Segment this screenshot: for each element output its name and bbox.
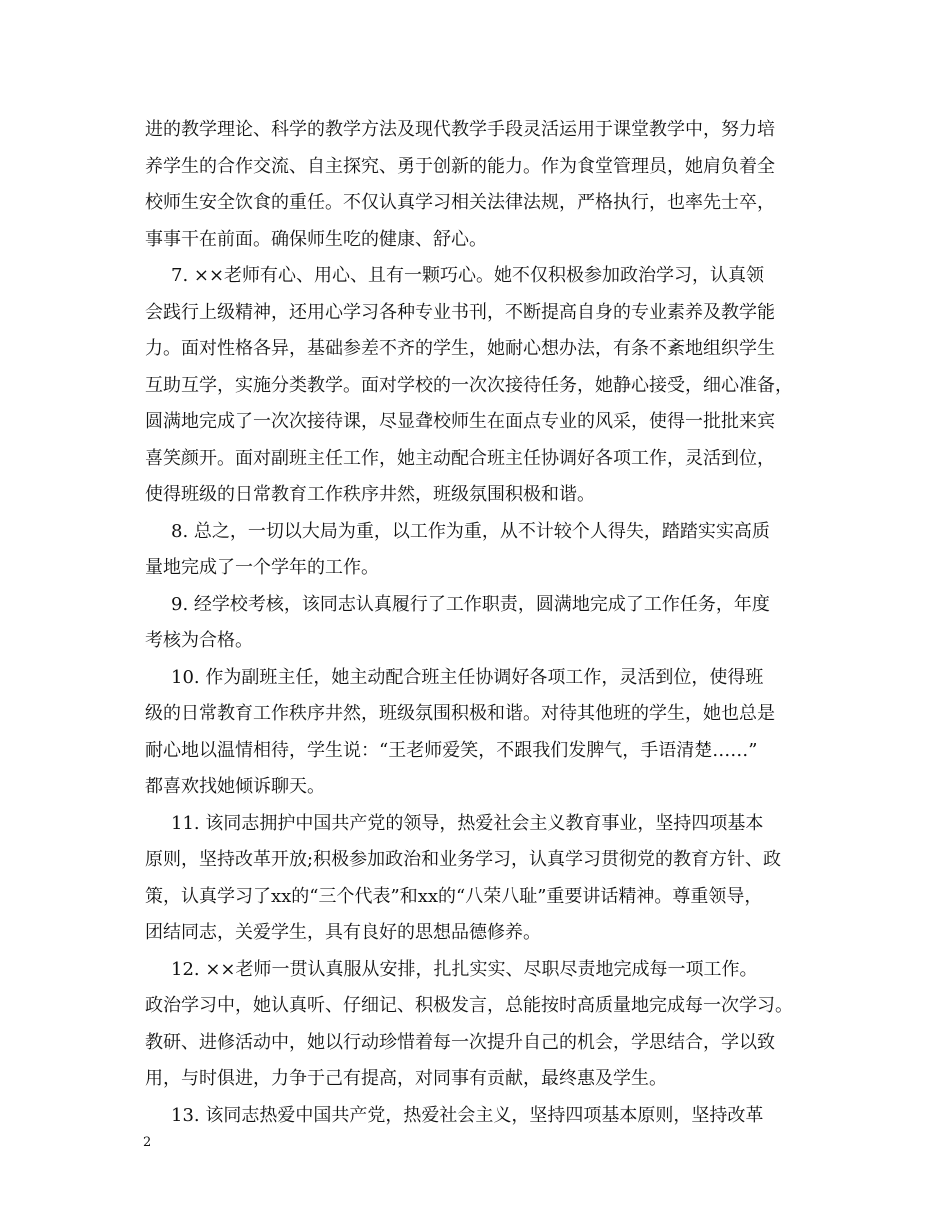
paragraph-10-start: 10. 作为副班主任，她主动配合班主任协调好各项工作，灵活到位，使得班	[171, 666, 764, 688]
text-line: 政治学习中，她认真听、仔细记、积极发言，总能按时高质量地完成每一次学习。	[145, 995, 793, 1016]
text-line: 原则，坚持改革开放;积极参加政治和业务学习，认真学习贯彻党的教育方针、政	[145, 849, 782, 870]
text-line: 进的教学理论、科学的教学方法及现代教学手段灵活运用于课堂教学中，努力培	[145, 119, 775, 140]
text-line: 耐心地以温情相待，学生说：“王老师爱笑，不跟我们发脾气，手语清楚……”	[145, 739, 758, 761]
paragraph-8-start: 8. 总之，一切以大局为重，以工作为重，从不计较个人得失，踏踏实实高质	[171, 520, 770, 542]
text-line: 都喜欢找她倾诉聊天。	[145, 776, 325, 797]
text-line: 团结同志，关爱学生，具有良好的思想品德修养。	[145, 922, 541, 943]
text-line: 养学生的合作交流、自主探究、勇于创新的能力。作为食堂管理员，她肩负着全	[145, 155, 775, 177]
text-line: 使得班级的日常教育工作秩序井然，班级氛围积极和谐。	[145, 484, 595, 505]
text-line: 会践行上级精神，还用心学习各种专业书刊，不断提高自身的专业素养及教学能	[145, 301, 775, 323]
paragraph-12-start: 12. ××老师一贯认真服从安排，扎扎实实、尽职尽责地完成每一项工作。	[171, 958, 758, 980]
text-line: 事事干在前面。确保师生吃的健康、舒心。	[145, 228, 487, 250]
text-line: 校师生安全饮食的重任。不仅认真学习相关法律法规，严格执行，也率先士卒，	[145, 192, 775, 213]
paragraph-11-start: 11. 该同志拥护中国共产党的领导，热爱社会主义教育事业，坚持四项基本	[171, 812, 764, 834]
text-line: 用，与时俱进，力争于己有提高，对同事有贡献，最终惠及学生。	[145, 1068, 667, 1089]
paragraph-13-start: 13. 该同志热爱中国共产党，热爱社会主义，坚持四项基本原则，坚持改革	[171, 1104, 764, 1126]
text-line: 量地完成了一个学年的工作。	[145, 557, 379, 578]
text-line: 教研、进修活动中，她以行动珍惜着每一次提升自己的机会，学思结合，学以致	[145, 1031, 775, 1053]
document-body	[145, 112, 813, 1134]
text-line: 互助互学，实施分类教学。面对学校的一次次接待任务，她静心接受，细心准备，	[145, 374, 793, 396]
text-line: 喜笑颜开。面对副班主任工作，她主动配合班主任协调好各项工作，灵活到位，	[145, 447, 775, 469]
paragraph-7-start: 7. ××老师有心、用心、且有一颗巧心。她不仅积极参加政治学习，认真领	[171, 265, 765, 286]
text-line: 策，认真学习了xx的“三个代表”和xx的“八荣八耻”重要讲话精神。尊重领导，	[145, 885, 763, 907]
text-line: 圆满地完成了一次次接待课，尽显聋校师生在面点专业的风采，使得一批批来宾	[145, 411, 775, 432]
page-number: 2	[143, 1135, 152, 1150]
text-line: 力。面对性格各异，基础参差不齐的学生，她耐心想办法，有条不紊地组织学生	[145, 338, 775, 359]
paragraph-9-start: 9. 经学校考核，该同志认真履行了工作职责，圆满地完成了工作任务，年度	[171, 593, 770, 615]
text-line: 考核为合格。	[145, 630, 253, 651]
text-line: 级的日常教育工作秩序井然，班级氛围积极和谐。对待其他班的学生，她也总是	[145, 703, 775, 724]
